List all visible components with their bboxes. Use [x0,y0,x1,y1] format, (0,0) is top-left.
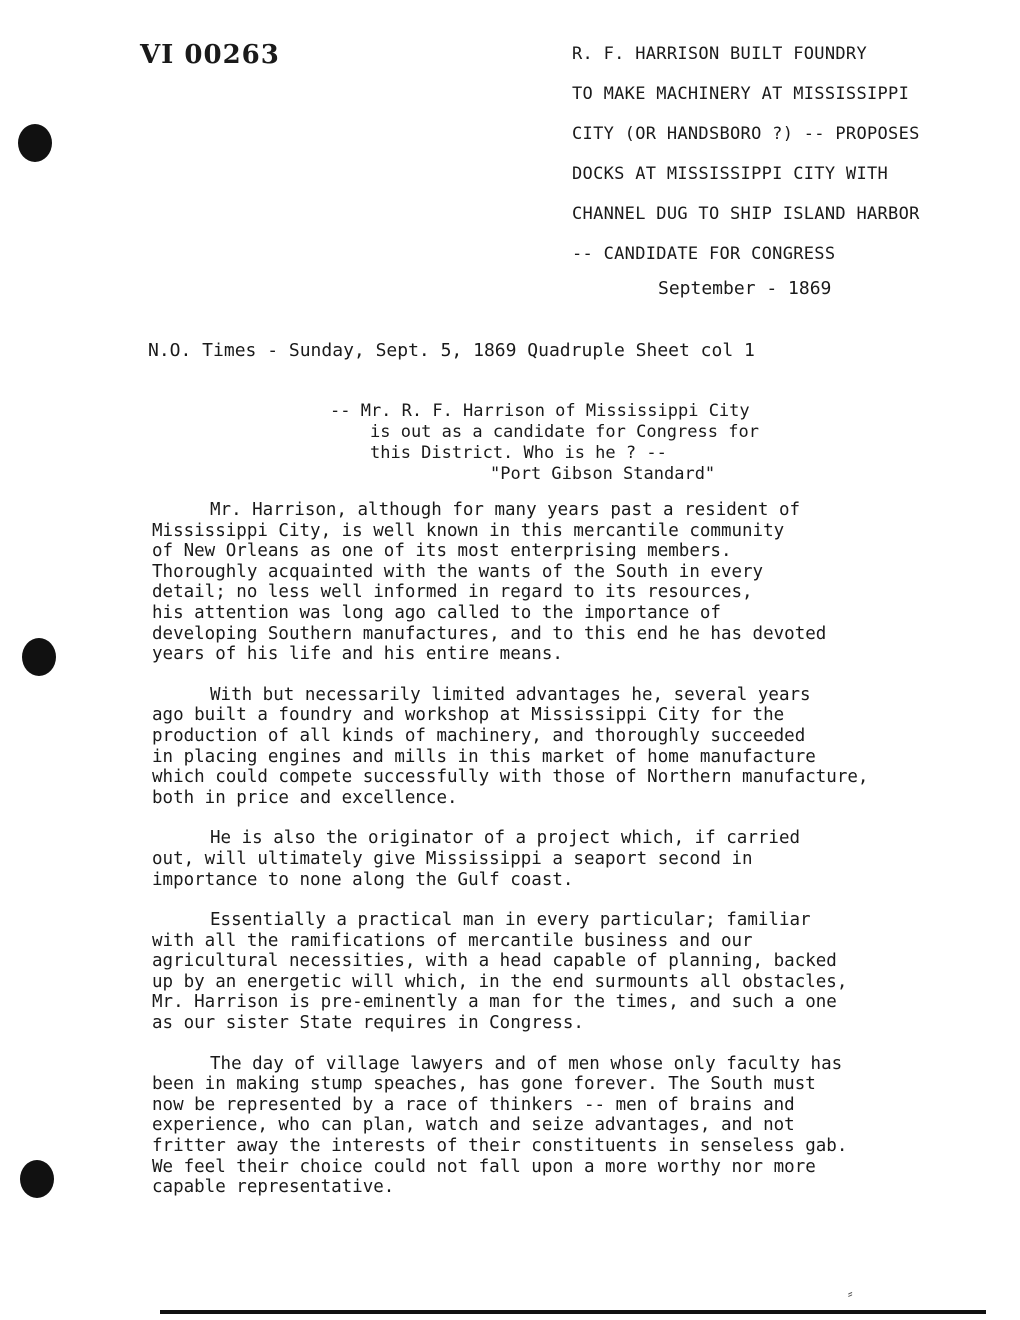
text-line: been in making stump speaches, has gone forever. The South must [152,1074,816,1095]
text-line: agricultural necessities, with a head capable of planning, backed [152,951,837,972]
text-line: He is also the originator of a project which, if carried [210,828,801,849]
punch-hole-top [18,124,52,162]
text-line: Thoroughly acquainted with the wants of the South in every [152,561,764,582]
source-citation: N.O. Times - Sunday, Sept. 5, 1869 Quadruple Sheet col 1 [148,340,755,361]
text-line: developing Southern manufactures, and to this end he has devoted [152,623,827,644]
epigraph [330,401,850,485]
text-line: fritter away the interests of their constituents in senseless gab. [152,1136,848,1157]
paragraph [152,685,982,809]
heading-line: TO MAKE MACHINERY AT MISSISSIPPI [572,84,910,104]
epigraph-line: -- Mr. R. F. Harrison of Mississippi City [330,401,750,421]
paragraph [152,1054,982,1198]
text-line: in placing engines and mills in this market of home manufacture [152,746,816,767]
text-line: which could compete successfully with those of Northern manufacture, [152,767,869,788]
text-line: out, will ultimately give Mississippi a seaport second in [152,848,753,869]
text-line: We feel their choice could not fall upon a more worthy nor more [152,1156,816,1177]
text-line: up by an energetic will which, in the end surmounts all obstacles, [152,971,848,992]
paragraph [152,828,982,890]
text-line: Mississippi City, is well known in this mercantile community [152,520,785,541]
text-line: Essentially a practical man in every particular; familiar [210,910,811,931]
text-line: both in price and excellence. [152,787,458,808]
text-line: capable representative. [152,1177,395,1198]
heading-line: DOCKS AT MISSISSIPPI CITY WITH [572,164,889,184]
text-line: The day of village lawyers and of men whose only faculty has [210,1053,843,1074]
punch-hole-bottom [20,1160,54,1198]
document-heading [572,34,1002,274]
text-line: importance to none along the Gulf coast. [152,869,574,890]
epigraph-line: this District. Who is he ? -- [370,443,667,463]
epigraph-line: is out as a candidate for Congress for [370,422,759,442]
scan-smudge: ⸗ [846,1286,855,1302]
text-line: Mr. Harrison is pre-eminently a man for the times, and such a one [152,992,837,1013]
paragraph [152,500,982,665]
punch-hole-middle [22,638,56,676]
heading-date: September - 1869 [658,278,832,299]
heading-line: R. F. HARRISON BUILT FOUNDRY [572,44,867,64]
text-line: detail; no less well informed in regard to its resources, [152,582,753,603]
heading-line: CHANNEL DUG TO SHIP ISLAND HARBOR [572,204,920,224]
article-body [152,500,982,1218]
text-line: as our sister State requires in Congress. [152,1013,584,1034]
document-id-label: VI 00263 [140,40,280,70]
text-line: of New Orleans as one of its most enterprising members. [152,541,732,562]
epigraph-source: "Port Gibson Standard" [490,464,716,484]
page-bottom-rule [160,1310,986,1314]
text-line: his attention was long ago called to the importance of [152,602,721,623]
text-line: Mr. Harrison, although for many years past a resident of [210,500,801,520]
heading-line: CITY (OR HANDSBORO ?) -- PROPOSES [572,124,920,144]
text-line: now be represented by a race of thinkers -- men of brains and [152,1094,795,1115]
text-line: With but necessarily limited advantages he, several years [210,684,811,705]
text-line: years of his life and his entire means. [152,644,563,665]
paragraph [152,910,982,1034]
text-line: production of all kinds of machinery, and thoroughly succeeded [152,725,806,746]
text-line: experience, who can plan, watch and seize advantages, and not [152,1115,795,1136]
text-line: ago built a foundry and workshop at Mississippi City for the [152,705,785,726]
text-line: with all the ramifications of mercantile business and our [152,930,753,951]
heading-line: -- CANDIDATE FOR CONGRESS [572,244,836,264]
